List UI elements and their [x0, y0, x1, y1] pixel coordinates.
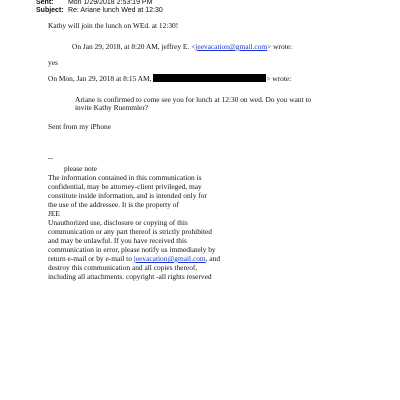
- footer-dashes: --: [48, 153, 53, 162]
- quote2-prefix: On Mon, Jan 29, 2018 at 8:15 AM,: [48, 74, 152, 83]
- disclaimer-line: communication in error, please notify us immediately by: [48, 245, 216, 254]
- disclaimer-line: confidential, may be attorney-client privileged, may: [48, 182, 202, 191]
- quote1-email-link[interactable]: jeevacation@gmail.com: [195, 42, 268, 51]
- quote1-suffix: > wrote:: [267, 42, 293, 51]
- disclaimer-line: communication or any part thereof is strictly prohibited: [48, 227, 212, 236]
- quote2-header: [48, 74, 291, 83]
- quote1-header: [72, 42, 292, 51]
- disclaimer-line: JEE: [48, 209, 60, 218]
- sent-row: [36, 0, 152, 7]
- subject-row: [36, 7, 163, 15]
- disclaimer-line: including all attachments. copyright -all rights reserved: [48, 272, 212, 281]
- quote1-prefix: On Jan 29, 2018, at 8:20 AM, jeffrey E. <: [72, 42, 196, 51]
- quote1-text: yes: [48, 58, 58, 67]
- subject-label: Subject:: [36, 7, 64, 14]
- disclaimer-line: Unauthorized use, disclosure or copying of this: [48, 218, 188, 227]
- disclaimer-line: constitute inside information, and is intended only for: [48, 191, 207, 200]
- quote2-suffix: > wrote:: [266, 74, 292, 83]
- quote2-line2: invite Kathy Ruemmler?: [75, 103, 149, 112]
- redaction-bar: [153, 74, 266, 82]
- return-suffix: , and: [205, 254, 221, 263]
- disclaimer-line: the use of the addressee. It is the property of: [48, 200, 179, 209]
- sent-value: Mon 1/29/2018 2:53:19 PM: [67, 0, 153, 6]
- disclaimer-line: and may be unlawful. If you have received this: [48, 236, 187, 245]
- return-email-link[interactable]: jeevacation@gmail.com: [133, 254, 206, 263]
- return-line: [48, 254, 220, 263]
- footer-note: please note: [64, 164, 98, 173]
- return-prefix: return e-mail or by e-mail to: [48, 254, 134, 263]
- reply-top: Kathy will join the lunch on WEd. at 12:30!: [48, 21, 179, 30]
- sent-label: Sent:: [36, 0, 54, 6]
- quote2-line1: Ariane is confirmed to come see you for lunch at 12:30 on wed. Do you want to: [75, 95, 312, 104]
- disclaimer-line: destroy this communication and all copies thereof,: [48, 263, 198, 272]
- sent-from: Sent from my iPhone: [48, 122, 112, 131]
- disclaimer-line: The information contained in this communication is: [48, 173, 202, 182]
- subject-value: Re: Ariane lunch Wed at 12:30: [67, 7, 163, 14]
